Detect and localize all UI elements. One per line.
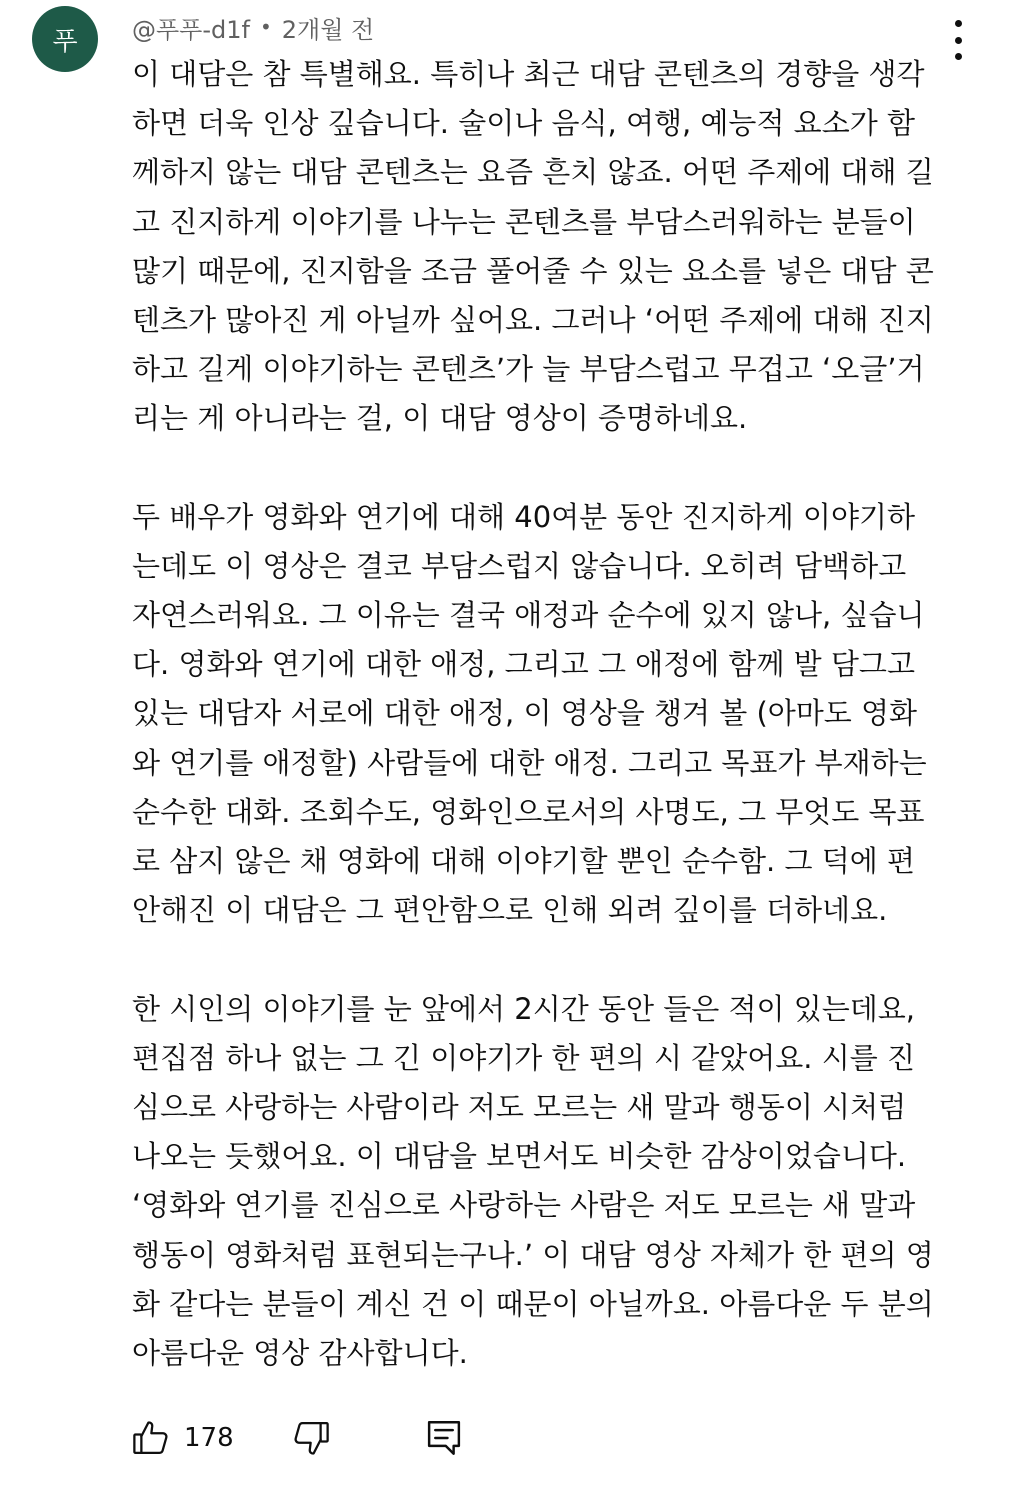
comment-header (132, 10, 374, 44)
comment-line: 많기 때문에, 진지함을 조금 풀어줄 수 있는 요소를 넣은 대담 콘 (132, 253, 934, 288)
comment-line: 안해진 이 대담은 그 편안함으로 인해 외려 깊이를 더하네요. (132, 893, 888, 928)
avatar[interactable] (32, 6, 98, 72)
comment-text (132, 50, 952, 1378)
comment-line: 이 대담은 참 특별해요. 특히나 최근 대담 콘텐츠의 경향을 생각 (132, 57, 925, 91)
more-vertical-icon (955, 20, 962, 27)
comment-line: 편집점 하나 없는 그 긴 이야기가 한 편의 시 같았어요. 시를 진 (132, 1040, 915, 1075)
comment-line: 두 배우가 영화와 연기에 대해 40여분 동안 진지하게 이야기하 (132, 499, 915, 534)
reply-button[interactable] (424, 1417, 464, 1459)
comment-line: 는데도 이 영상은 결코 부담스럽지 않습니다. 오히려 담백하고 (132, 548, 907, 583)
like-button[interactable] (130, 1417, 172, 1459)
comment-line: ‘영화와 연기를 진심으로 사랑하는 사람은 저도 모르는 새 말과 (132, 1188, 916, 1223)
comment-line: 와 연기를 애정할) 사람들에 대한 애정. 그리고 목표가 부재하는 (132, 745, 927, 780)
comment-line: 고 진지하게 이야기를 나누는 콘텐츠를 부담스러워하는 분들이 (132, 204, 916, 239)
comment-line: 하고 길게 이야기하는 콘텐츠’가 늘 부담스럽고 무겁고 ‘오글’거 (132, 352, 925, 387)
comment-actions (130, 1412, 464, 1464)
comment-line: 행동이 영화처럼 표현되는구나.’ 이 대담 영상 자체가 한 편의 영 (132, 1237, 934, 1272)
paragraph-gap (132, 444, 952, 493)
comment-line: 한 시인의 이야기를 눈 앞에서 2시간 동안 들은 적이 있는데요, (132, 991, 915, 1026)
more-vertical-dot (955, 37, 962, 44)
avatar-letter: 푸 (52, 26, 78, 57)
comment-line: 다. 영화와 연기에 대한 애정, 그리고 그 애정에 함께 발 담그고 (132, 647, 915, 682)
comment-line: 하면 더욱 인상 깊습니다. 술이나 음식, 여행, 예능적 요소가 함 (132, 106, 915, 141)
dislike-button[interactable] (290, 1417, 332, 1459)
comment-line: 자연스러워요. 그 이유는 결국 애정과 순수에 있지 않나, 싶습니 (132, 598, 925, 633)
like-count: 178 (184, 1423, 234, 1453)
comment-line: 있는 대담자 서로에 대한 애정, 이 영상을 챙겨 볼 (아마도 영화 (132, 696, 918, 731)
comment-line: 심으로 사랑하는 사람이라 저도 모르는 새 말과 행동이 시처럼 (132, 1089, 907, 1124)
comment-line: 화 같다는 분들이 계신 건 이 때문이 아닐까요. 아름다운 두 분의 (132, 1286, 934, 1321)
comment-line: 로 삼지 않은 채 영화에 대해 이야기할 뿐인 순수함. 그 덕에 편 (132, 844, 915, 878)
comment-line: 나오는 듯했어요. 이 대담을 보면서도 비슷한 감상이었습니다. (132, 1139, 907, 1174)
paragraph-gap (132, 935, 952, 984)
reply-comment-icon (424, 1417, 464, 1459)
comment-line: 께하지 않는 대담 콘텐츠는 요즘 흔치 않죠. 어떤 주제에 대해 길 (132, 155, 934, 190)
comment-time[interactable]: 2개월 전 (281, 15, 375, 44)
meta-separator: • (259, 15, 272, 39)
comment-line: 순수한 대화. 조회수도, 영화인으로서의 사명도, 그 무엇도 목표 (132, 794, 925, 829)
comment-line: 텐츠가 많아진 게 아닐까 싶어요. 그러나 ‘어떤 주제에 대해 진지 (132, 302, 934, 337)
comment-line: 리는 게 아니라는 걸, 이 대담 영상이 증명하네요. (132, 401, 748, 436)
comment-line: 아름다운 영상 감사합니다. (132, 1335, 468, 1370)
thumbs-up-icon (130, 1417, 172, 1459)
thumbs-down-icon (290, 1417, 332, 1459)
more-vertical-dot (955, 53, 962, 60)
author-handle[interactable]: @푸푸-d1f (132, 15, 250, 44)
